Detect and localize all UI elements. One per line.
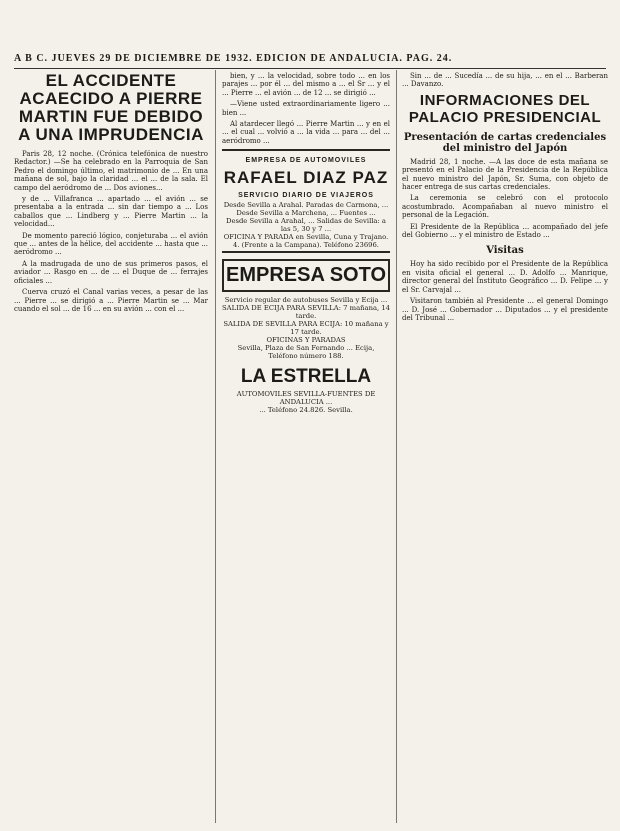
article-paragraph: Hoy ha sido recibido por el Presidente de la República en visita oficial el general ... D. Adolfo ... Manrique, director general del Instituto Geográfico ... D. Felipe ... y el Sr. Carvajal ... [402, 260, 608, 294]
ad-line: OFICINAS Y PARADAS [266, 336, 346, 345]
article-paragraph: El Presidente de la República ... acompañado del jefe del Gobierno ... y el ministro de Estado ... [402, 222, 608, 240]
headline-accident: EL ACCIDENTE ACAECIDO A PIERRE MARTIN FUE DEBIDO A UNA IMPRUDENCIA [18, 72, 204, 144]
ad-line: Desde Sevilla a Arahal. Paradas de Carmona, ... [223, 201, 389, 210]
header-rule [14, 68, 606, 69]
ad-line: OFICINA Y PARADA en Sevilla, Cuna y Trajano. 4. (Frente a la Campana). Teléfono 23696. [223, 233, 389, 250]
article-paragraph: Cuerva cruzó el Canal varias veces, a pesar de las ... Pierre ... se dirigió a ... Pierre Martin se ... Mar cuando el sol ... de 16 ... en su avión ... con el ... [14, 288, 208, 313]
article-paragraph: Visitaron también al Presidente ... el general Domingo ... D. José ... Gobernador ... Diputados ... y el presidente del Tribunal ... [402, 297, 608, 322]
article-paragraph: A la madrugada de uno de sus primeros pasos, el aviador ... Rasgo en ... de ... el Duque de ... ferrajes oficiales ... [14, 259, 208, 285]
article-paragraph: Sin ... de ... Sucedía ... de su hija, ... en el ... Barberan ... Davanzo. [402, 72, 608, 89]
ad-line: Servicio regular de autobuses Sevilla y Ecija ... [224, 296, 388, 305]
headline-palacio-presidencial: INFORMACIONES DEL PALACIO PRESIDENCIAL [408, 91, 602, 126]
column-2 [222, 72, 390, 823]
header-title: A B C. JUEVES 29 DE DICIEMBRE DE 1932. EDICION DE ANDALUCIA. PAG. 24. [14, 52, 453, 64]
ad-line: Sevilla, Plaza de San Fernando ... Ecija, Teléfono número 188. [237, 344, 375, 361]
article-paragraph: —Viene usted extraordinariamente ligero ... bien ... [222, 100, 390, 117]
ad-line: ... Teléfono 24.826. Sevilla. [259, 406, 353, 415]
column-3 [402, 72, 608, 823]
column-1 [14, 72, 208, 823]
ad-line: Desde Sevilla a Marchena, ... Fuentes ... [236, 209, 376, 218]
section-title-visitas: Visitas [486, 245, 524, 257]
ad-company-label: EMPRESA DE AUTOMOVILES [245, 157, 367, 165]
page-header [14, 50, 606, 66]
ad-line: Desde Sevilla a Arahal, ... Salidas de Sevilla: a las 5, 30 y 7 ... [226, 217, 386, 234]
ad-rafael-diaz-paz [222, 149, 390, 253]
article-paragraph: Paris 28, 12 noche. (Crónica telefónica de nuestro Redactor.) —Se ha celebrado en la Parroquia de San Pedro el domingo último, el matrimonio de ... En una mañana de sol, bajo la claridad ... el ... de la sala. El campo del aeródromo de ... Dos aviones... [14, 150, 208, 192]
article-paragraph: bien, y ... la velocidad, sobre todo ... en los parajes ... por él ... del mismo a ... el Sr ... y el ... Pierre ... el avión ... de 12 ... se dirigió ... [222, 72, 390, 97]
ad-line: SALIDA DE ECIJA PARA SEVILLA: 7 mañana, 14 tarde. [222, 304, 390, 321]
article-paragraph: De momento pareció lógico, conjeturaba ... el avión que ... antes de la hélice, del accidente ... hasta que ... aeródromo ... [14, 231, 208, 257]
article-paragraph: Al atardecer llegó ... Pierre Martin ... y en el ... el cual ... volvió a ... la vida ... para ... del ... aeródromo ... [222, 120, 390, 145]
article-paragraph: La ceremonia se celebró con el protocolo acostumbrado. Acompañaban al nuevo ministro el personal de la Legación. [402, 194, 608, 220]
section-title-credenciales: Presentación de cartas credenciales del ministro del Japón [403, 131, 607, 154]
article-paragraph: y de ... Villafranca ... apartado ... el avión ... se presentaba a la entrada ... sin dar tiempo a ... Los caballos que ... Lindberg y ... Pierre Martin ... la velocidad... [14, 195, 208, 229]
column-divider-2 [396, 70, 397, 823]
ad-la-estrella-title: LA ESTRELLA [240, 366, 372, 388]
ad-service-label: SERVICIO DIARIO DE VIAJEROS [238, 192, 374, 200]
ad-company-name: RAFAEL DIAZ PAZ [223, 168, 389, 188]
ad-line: AUTOMOVILES SEVILLA-FUENTES DE ANDALUCIA ... [236, 390, 376, 407]
column-divider-1 [215, 70, 216, 823]
article-paragraph: Madrid 28, 1 noche. —A las doce de esta mañana se presentó en el Palacio de la Presidencia de la República el nuevo ministro del Japón, Sr. Suma, con objeto de hacer entrega de sus cartas credenciales. [402, 157, 608, 192]
ad-empresa-soto-title: EMPRESA SOTO [222, 259, 390, 292]
ad-line: SALIDA DE SEVILLA PARA ECIJA: 10 mañana y 17 tarde. [223, 320, 389, 337]
